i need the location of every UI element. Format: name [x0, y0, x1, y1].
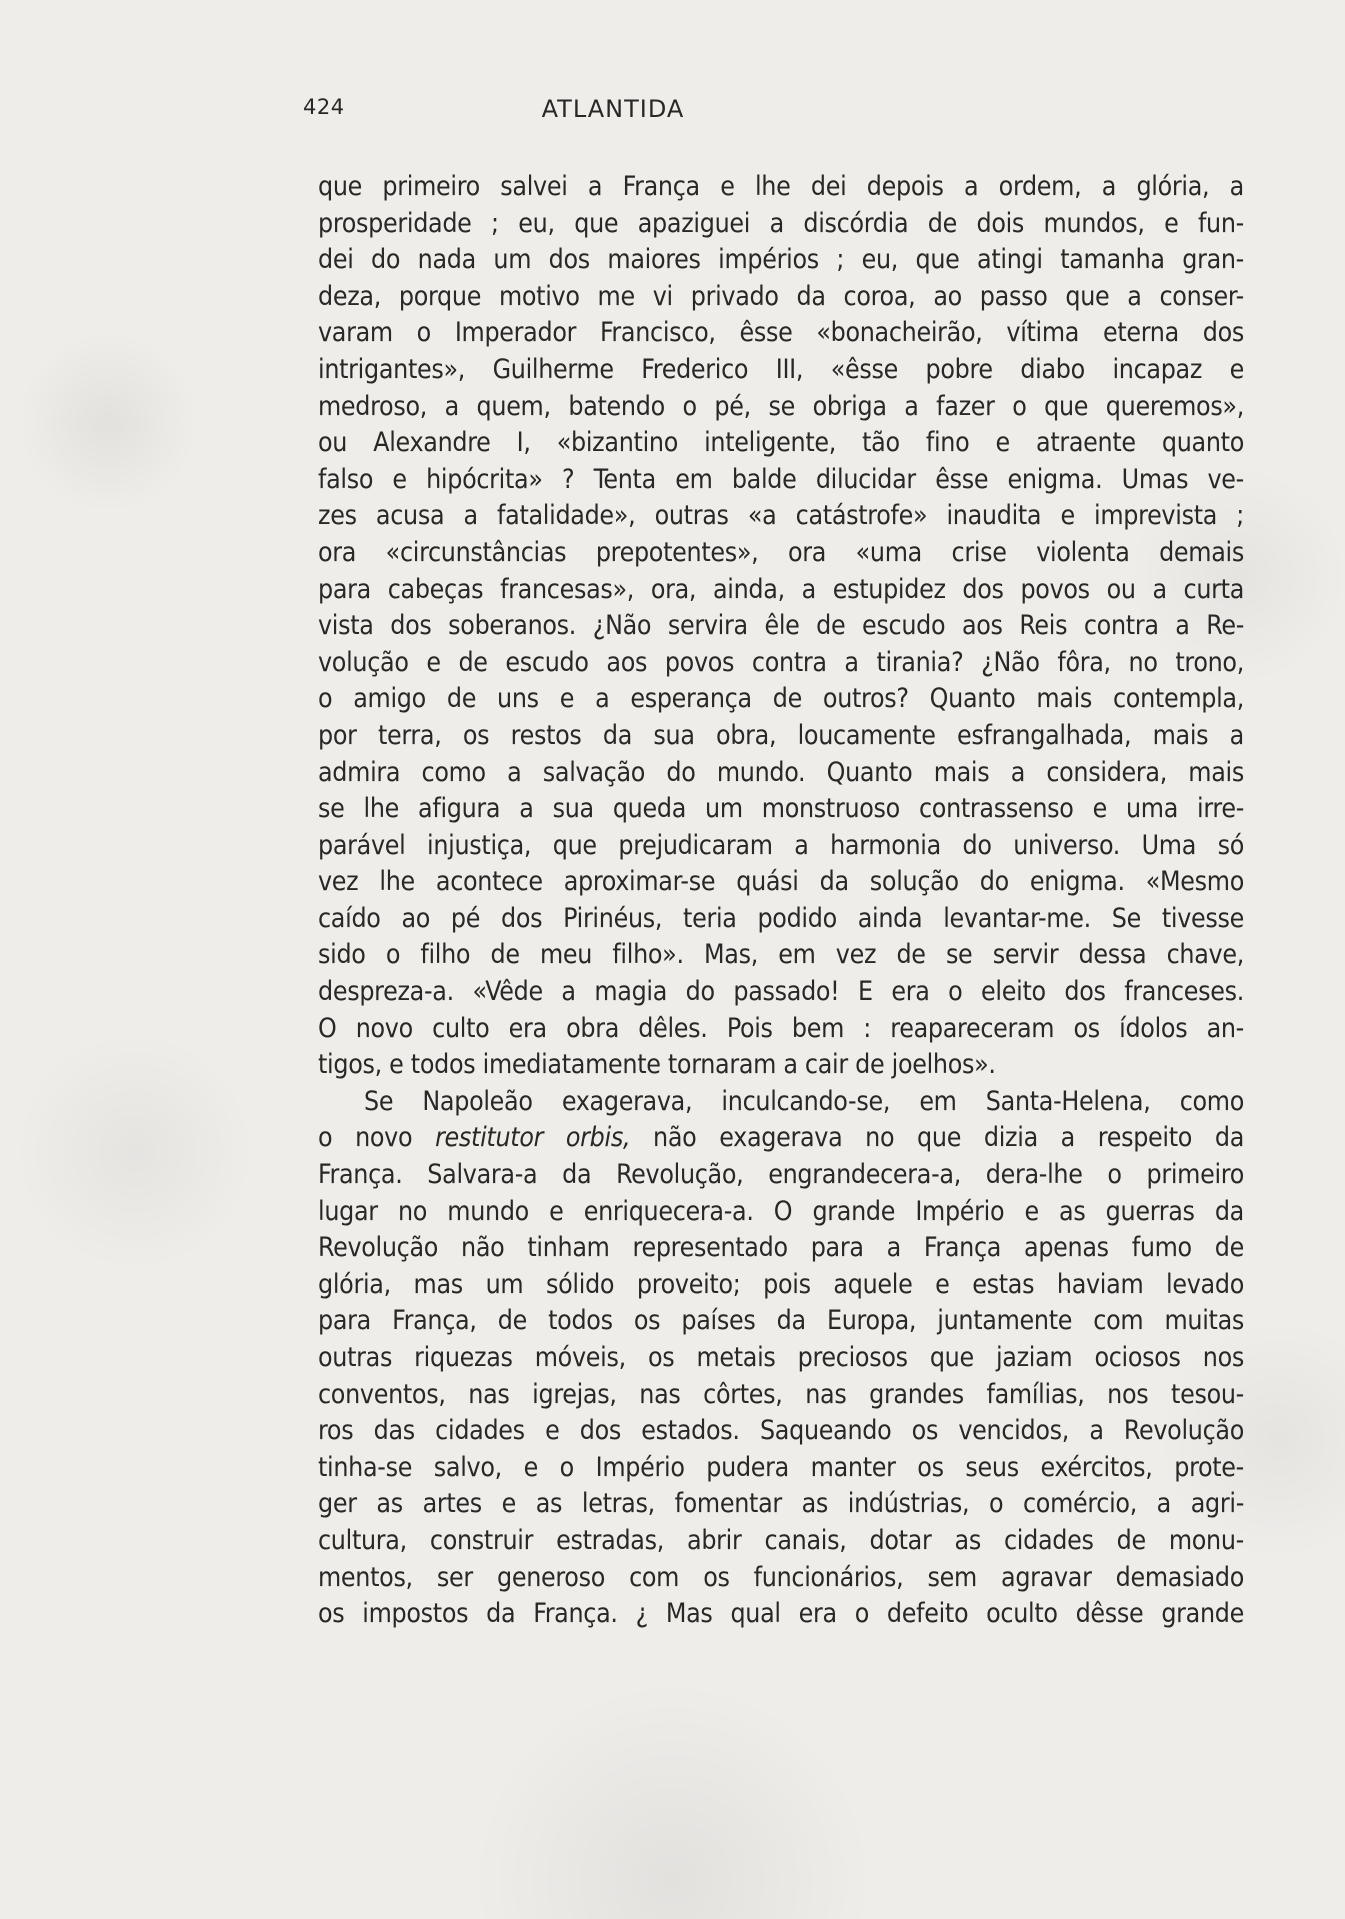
text-line: se lhe afigura a sua queda um monstruoso contrassenso e uma irre-: [318, 793, 1244, 825]
text-segment: não exagerava no que dizia a respeito da: [630, 1122, 1244, 1154]
text-line: os impostos da França. ¿ Mas qual era o defeito oculto dêsse grande: [318, 1598, 1244, 1630]
text-line: tinha-se salvo, e o Império pudera manter os seus exércitos, prote-: [318, 1451, 1244, 1483]
text-line: ger as artes e as letras, fomentar as indústrias, o comércio, a agri-: [318, 1488, 1244, 1520]
text-line: outras riquezas móveis, os metais preciosos que jaziam ociosos nos: [318, 1342, 1244, 1373]
text-line: tigos, e todos imediatamente tornaram a cair de joelhos».: [318, 1049, 996, 1081]
text-line: lugar no mundo e enriquecera-a. O grande Império e as guerras da: [318, 1195, 1244, 1227]
text-line: despreza-a. «Vêde a magia do passado! E era o eleito dos franceses.: [318, 976, 1244, 1008]
text-line: ou Alexandre I, «bizantino inteligente, tão fino e atraente quanto: [318, 427, 1244, 459]
text-line: falso e hipócrita» ? Tenta em balde dilucidar êsse enigma. Umas ve-: [318, 463, 1244, 495]
text-line: parável injustiça, que prejudicaram a harmonia do universo. Uma só: [318, 829, 1244, 861]
text-line: vista dos soberanos. ¿Não servira êle de escudo aos Reis contra a Re-: [318, 610, 1244, 642]
paragraph-first-line: Se Napoleão exagerava, inculcando-se, em Santa-Helena, como: [364, 1085, 1244, 1117]
text-line: medroso, a quem, batendo o pé, se obriga a fazer o que queremos»,: [318, 390, 1244, 422]
text-line: glória, mas um sólido proveito; pois aquele e estas haviam levado: [318, 1268, 1244, 1300]
text-line: que primeiro salvei a França e lhe dei depois a ordem, a glória, a: [318, 171, 1244, 202]
text-line: para cabeças francesas», ora, ainda, a estupidez dos povos ou a curta: [318, 573, 1244, 605]
text-line: ros das cidades e dos estados. Saqueando os vencidos, a Revolução: [318, 1415, 1244, 1447]
text-line: sido o filho de meu filho». Mas, em vez de se servir dessa chave,: [318, 939, 1244, 971]
text-line: cultura, construir estradas, abrir canais, dotar as cidades de monu-: [318, 1524, 1244, 1556]
text-line: conventos, nas igrejas, nas côrtes, nas grandes famílias, nos tesou-: [318, 1378, 1244, 1410]
text-line: Revolução não tinham representado para a França apenas fumo de: [318, 1232, 1244, 1264]
text-line: por terra, os restos da sua obra, loucamente esfrangalhada, mais a: [318, 719, 1244, 751]
text-line: caído ao pé dos Pirinéus, teria podido ainda levantar-me. Se tivesse: [318, 902, 1244, 934]
text-line: varam o Imperador Francisco, êsse «bonacheirão, vítima eterna dos: [318, 317, 1244, 349]
italic-latin-phrase: restitutor orbis,: [435, 1122, 631, 1154]
text-line: volução e de escudo aos povos contra a tirania? ¿Não fôra, no trono,: [318, 646, 1244, 678]
page-number: 424: [303, 95, 345, 119]
text-line: vez lhe acontece aproximar-se quási da solução do enigma. «Mesmo: [318, 866, 1244, 898]
text-line: ora «circunstâncias prepotentes», ora «uma crise violenta demais: [318, 536, 1244, 568]
text-line: dei do nada um dos maiores impérios ; eu, que atingi tamanha gran-: [318, 244, 1244, 276]
text-line-with-italic: [318, 1120, 1244, 1157]
text-segment: o novo: [318, 1122, 436, 1154]
text-line: o amigo de uns e a esperança de outros? Quanto mais contempla,: [318, 683, 1244, 715]
text-line: deza, porque motivo me vi privado da coroa, ao passo que a conser-: [318, 280, 1244, 312]
text-line: mentos, ser generoso com os funcionários, sem agravar demasiado: [318, 1561, 1244, 1593]
text-line: admira como a salvação do mundo. Quanto mais a considera, mais: [318, 756, 1244, 788]
text-line: para França, de todos os países da Europa, juntamente com muitas: [318, 1305, 1244, 1337]
text-line: prosperidade ; eu, que apaziguei a discórdia de dois mundos, e fun-: [318, 207, 1244, 239]
page-header: [303, 95, 853, 135]
text-line: intrigantes», Guilherme Frederico III, «êsse pobre diabo incapaz e: [318, 353, 1244, 385]
text-line: zes acusa a fatalidade», outras «a catástrofe» inaudita e imprevista ;: [318, 500, 1244, 532]
text-line: O novo culto era obra dêles. Pois bem : reapareceram os ídolos an-: [318, 1012, 1244, 1044]
running-title: ATLANTIDA: [541, 95, 685, 123]
body-text: [318, 169, 1244, 1633]
text-line: França. Salvara-a da Revolução, engrandecera-a, dera-lhe o primeiro: [318, 1159, 1244, 1191]
